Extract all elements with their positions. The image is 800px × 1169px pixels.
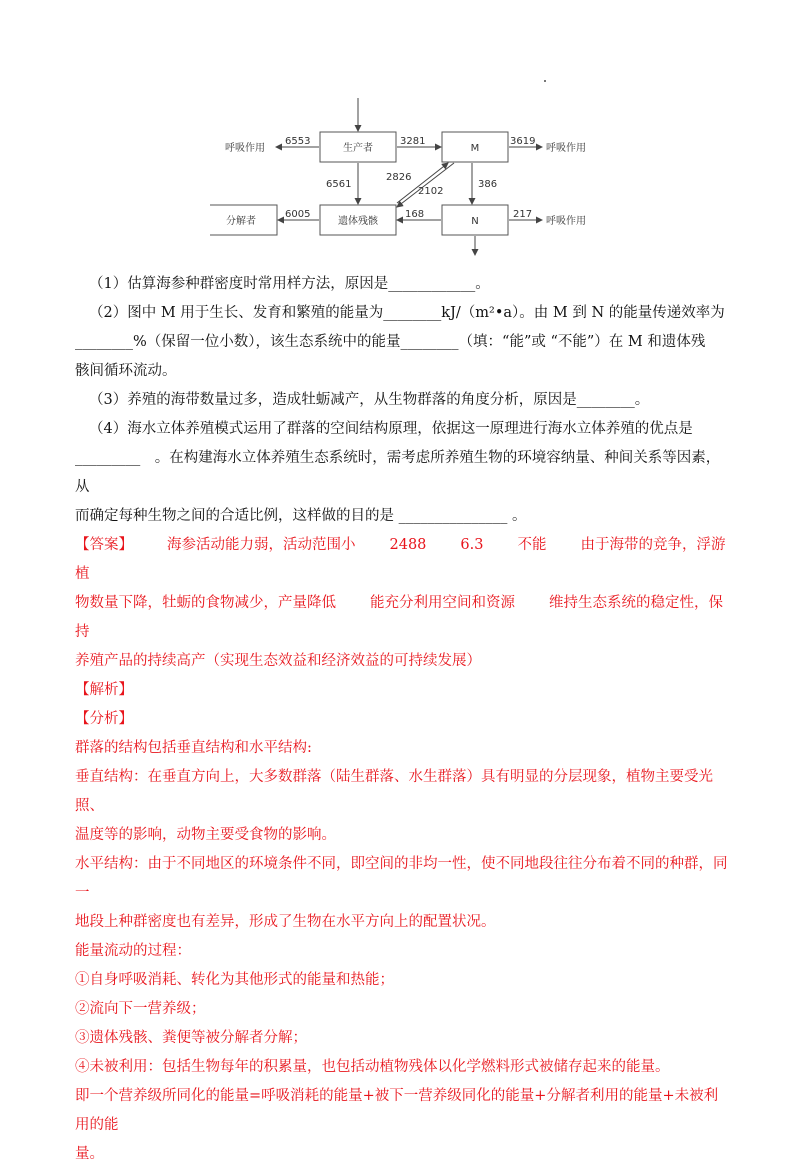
answer-2: 2488 <box>389 537 427 553</box>
answer-5-part-2: 物数量下降，牡蛎的食物减少，产量降低 <box>75 595 336 611</box>
document-body <box>75 270 730 1169</box>
value-6561: 6561 <box>326 179 352 190</box>
analysis-line-4: 水平结构：由于不同地区的环境条件不同，即空间的非均一性，使不同地段往往分布着不同的种群，同一 <box>75 856 728 901</box>
value-3281: 3281 <box>400 136 426 147</box>
value-2826: 2826 <box>386 172 412 183</box>
question-2-line-3: 骸间循环流动。 <box>75 363 177 379</box>
question-2-line-1: （2）图中 M 用于生长、发育和繁殖的能量为________kJ/（m²•a）。由 M 到 N 的能量传递效率为 <box>89 305 725 321</box>
answer-1: 海参活动能力弱，活动范围小 <box>167 537 356 553</box>
decomposer-label: 分解者 <box>226 216 256 227</box>
answer-label: 【答案】 <box>75 537 133 553</box>
m-label: M <box>470 143 480 154</box>
n-label: N <box>471 216 479 227</box>
resp-left-label: 呼吸作用 <box>225 143 265 154</box>
producer-label: 生产者 <box>343 143 373 154</box>
energy-flow-diagram <box>210 90 610 260</box>
analysis-line-6: 能量流动的过程： <box>75 943 191 959</box>
answer-5-part-1: 由于海带的竞争，浮游植 <box>75 537 726 582</box>
analysis-line-11: 即一个营养级所同化的能量=呼吸消耗的能量+被下一营养级同化的能量+分解者利用的能量+未被利用的能 <box>75 1088 719 1133</box>
remains-label: 遗体残骸 <box>338 216 378 227</box>
question-1: （1）估算海参种群密度时常用样方法，原因是____________。 <box>89 276 490 292</box>
resp-m-label: 呼吸作用 <box>546 143 586 154</box>
analysis-line-1: 群落的结构包括垂直结构和水平结构: <box>75 740 312 756</box>
answer-line-1 <box>75 531 730 589</box>
value-3619: 3619 <box>510 136 536 147</box>
analysis-line-8: ②流向下一营养级； <box>75 1001 206 1017</box>
resp-n-label: 呼吸作用 <box>546 216 586 227</box>
answer-6: 能充分利用空间和资源 <box>370 595 515 611</box>
value-386: 386 <box>478 179 498 190</box>
stray-dot <box>544 80 546 82</box>
analysis-line-10: ④未被利用：包括生物每年的积累量，也包括动植物残体以化学燃料形式被储存起来的能量。 <box>75 1059 670 1075</box>
analysis-line-9: ③遗体残骸、粪便等被分解者分解； <box>75 1030 307 1046</box>
question-4-line-1: （4）海水立体养殖模式运用了群落的空间结构原理，依据这一原理进行海水立体养殖的优点是 <box>89 421 693 437</box>
answer-4: 不能 <box>517 537 547 553</box>
value-168: 168 <box>405 209 425 220</box>
answer-line-2 <box>75 589 730 647</box>
analysis-line-2: 垂直结构：在垂直方向上，大多数群落（陆生群落、水生群落）具有明显的分层现象，植物主要受光照、 <box>75 769 713 814</box>
jiexi-heading: 【解析】 <box>75 682 133 698</box>
energy-flow-svg <box>210 90 610 260</box>
analysis-line-5: 地段上种群密度也有差异，形成了生物在水平方向上的配置状况。 <box>75 914 496 930</box>
answer-3: 6.3 <box>460 537 484 553</box>
value-6005: 6005 <box>285 209 311 220</box>
remains-m-arrow <box>397 163 448 203</box>
value-217: 217 <box>513 209 533 220</box>
analysis-line-12: 量。 <box>75 1146 104 1162</box>
question-3: （3）养殖的海带数量过多，造成牡蛎减产，从生物群落的角度分析，原因是________。 <box>89 392 650 408</box>
value-6553: 6553 <box>285 136 311 147</box>
answer-line-3: 养殖产品的持续高产（实现生态效益和经济效益的可持续发展） <box>75 653 481 669</box>
question-2-line-2: ________%（保留一位小数），该生态系统中的能量________（填：“能”或 “不能”）在 M 和遗体残 <box>75 334 706 350</box>
m-remains-arrow <box>397 163 454 207</box>
question-4-line-3: 而确定每种生物之间的合适比例，这样做的目的是 _______________ 。 <box>75 508 527 524</box>
value-2102: 2102 <box>418 186 444 197</box>
answer-7-part-1: 维持生态系统的稳定性，保持 <box>75 595 723 640</box>
fenxi-heading: 【分析】 <box>75 711 133 727</box>
question-4-line-2: _________ 。在构建海水立体养殖生态系统时，需考虑所养殖生物的环境容纳量、种间关系等因素，从 <box>75 450 721 495</box>
analysis-line-7: ①自身呼吸消耗、转化为其他形式的能量和热能； <box>75 972 394 988</box>
analysis-line-3: 温度等的影响，动物主要受食物的影响。 <box>75 827 336 843</box>
